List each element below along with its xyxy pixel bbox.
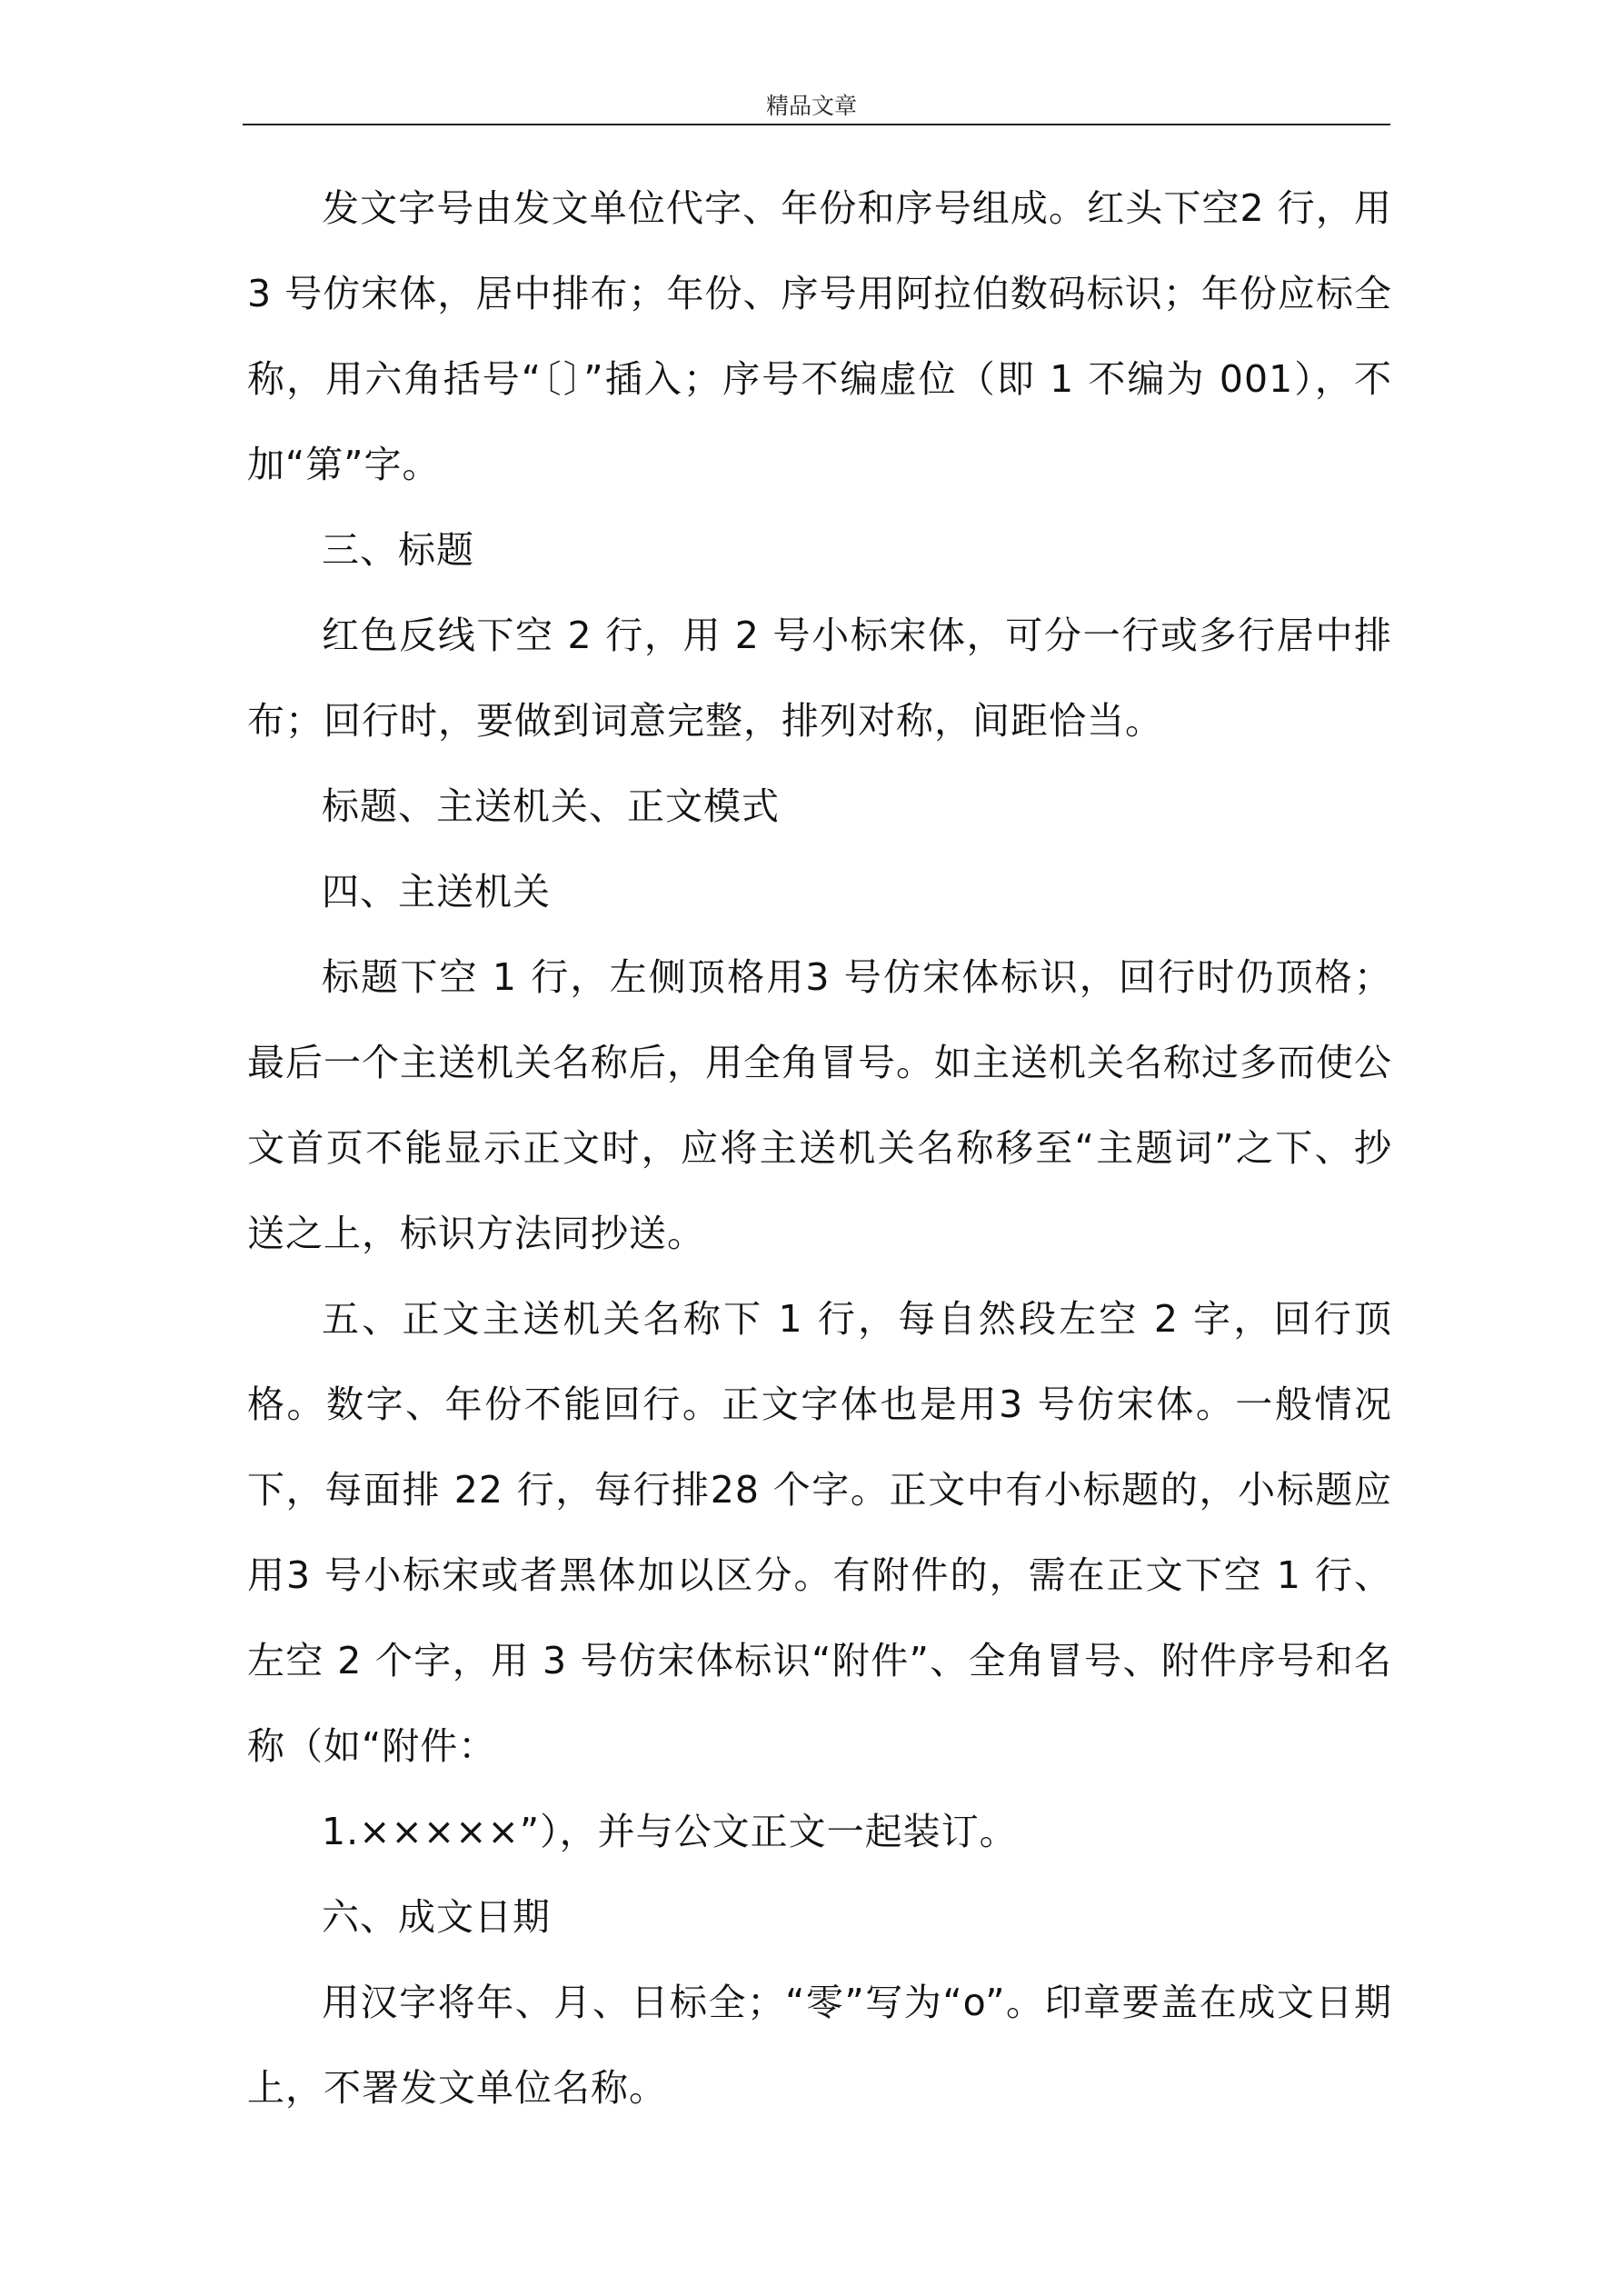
section-heading-recipient: 四、主送机关 <box>322 870 551 913</box>
page-header-title: 精品文章 <box>765 93 857 119</box>
paragraph-document-number: 发文字号由发文单位代字、年份和序号组成。红头下空2 行，用 3 号仿宋体，居中排布；年份、序号用阿拉伯数码标识；年份应标全称，用六角括号“〔〕”插入；序号不编虚位（即 1 不编为 001），不加“第”字。 <box>247 186 1392 486</box>
section-heading-date: 六、成文日期 <box>322 1895 551 1939</box>
section-heading-title: 三、标题 <box>322 528 474 572</box>
paragraph-title-rules: 红色反线下空 2 行，用 2 号小标宋体，可分一行或多行居中排布；回行时，要做到词意完整，排列对称，间距恰当。 <box>247 614 1392 743</box>
paragraph-body-text-rules: 五、正文主送机关名称下 1 行，每自然段左空 2 字，回行顶格。数字、年份不能回行。正文字体也是用3 号仿宋体。一般情况下，每面排 22 行，每行排28 个字。正文中有小标题的，小标题应用3 号小标宋或者黑体加以区分。有附件的，需在正文下空 1 行、左空 2 个字，用 3 号仿宋体标识“附件”、全角冒号、附件序号和名称（如“附件： <box>247 1297 1392 1768</box>
paragraph-recipient-rules: 标题下空 1 行，左侧顶格用3 号仿宋体标识，回行时仍顶格；最后一个主送机关名称后，用全角冒号。如主送机关名称过多而使公文首页不能显示正文时，应将主送机关名称移至“主题词”之下、抄送之上，标识方法同抄送。 <box>247 955 1392 1255</box>
paragraph-date-rules: 用汉字将年、月、日标全；“零”写为“o”。印章要盖在成文日期上，不署发文单位名称。 <box>247 1981 1392 2110</box>
paragraph-template-caption: 标题、主送机关、正文模式 <box>322 784 780 828</box>
paragraph-attachment-example: 1.×××××”），并与公文正文一起装订。 <box>322 1810 1018 1853</box>
header-rule <box>243 124 1390 125</box>
document-body <box>247 165 1392 2131</box>
